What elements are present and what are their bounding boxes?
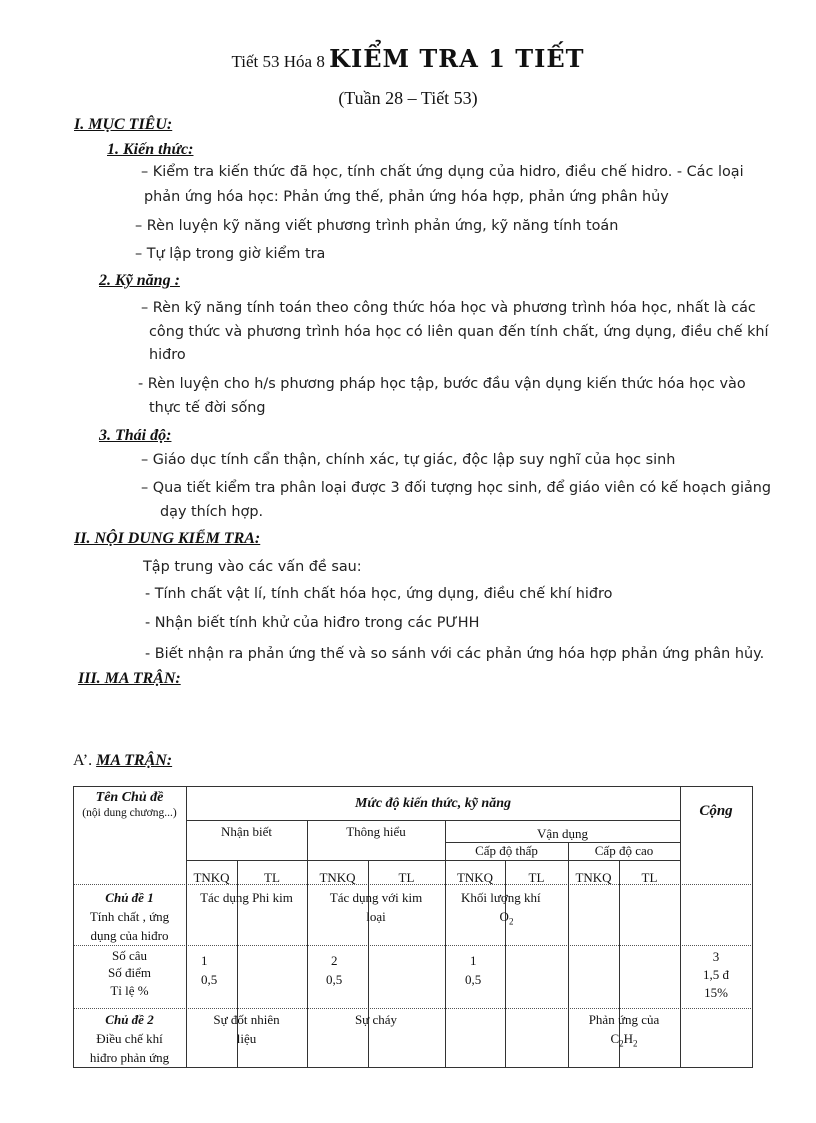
vdc-tl: TL	[641, 870, 658, 885]
topic1-thonghieu-2: loại	[366, 909, 386, 924]
kynang-heading: 2. Kỹ năng :	[99, 272, 180, 289]
topic2-nhanbiet-1: Sự đốt nhiên	[213, 1012, 280, 1027]
kynang-line-3: hiđro	[149, 347, 186, 363]
stats1-th-cau: 2	[331, 953, 338, 968]
topic-header: Tên Chủ đề	[95, 790, 164, 805]
title-main: KIỂM TRA 1 TIẾT	[329, 44, 585, 73]
noidung-line-3: - Nhận biết tính khử của hiđro trong các PƯHH	[145, 615, 480, 631]
noidung-line-2: - Tính chất vật lí, tính chất hóa học, ứng dụng, điều chế khí hiđro	[145, 586, 613, 602]
kienthuc-line-4: – Tự lập trong giờ kiểm tra	[135, 246, 326, 262]
vdt-tnkq: TNKQ	[456, 870, 494, 885]
topic1-vandung-1: Khối lượng khí	[461, 890, 541, 905]
topic2-name: Chủ đề 2	[105, 1012, 154, 1027]
topic1-name: Chủ đề 1	[105, 890, 154, 905]
th-tnkq: TNKQ	[319, 870, 356, 885]
vdt-tl: TL	[528, 870, 545, 885]
topic1-vandung-2: $O_2$	[499, 909, 514, 927]
section1-heading: I. MỤC TIÊU:	[74, 116, 173, 133]
topic2-vdc-1: Phản ứng của	[588, 1012, 660, 1027]
kynang-line-2: công thức và phương trình hóa học có liên quan đến tính chất, ứng dụng, điều chế khí	[149, 324, 769, 340]
total-header: Cộng	[699, 803, 733, 819]
kynang-line-5: thực tế đời sống	[149, 400, 266, 416]
topic2-vdc-2: $C_2H_2$	[610, 1031, 638, 1049]
document-title	[0, 44, 816, 73]
matrix-table	[73, 786, 753, 1068]
title-prefix: Tiết 53 Hóa 8	[231, 52, 325, 71]
topic-subheader: (nội dung chương...)	[82, 807, 177, 819]
nb-tnkq: TNKQ	[193, 870, 230, 885]
topic1-nhanbiet: Tác dụng Phi kim	[200, 890, 293, 905]
stats1-total-tile: 15%	[704, 985, 728, 1000]
noidung-line-1: Tập trung vào các vấn đề sau:	[143, 559, 362, 575]
stats1-vd-cau: 1	[470, 953, 477, 968]
noidung-line-4: - Biết nhận ra phản ứng thế và so sánh với các phản ứng hóa hợp phản ứng phân hủy.	[145, 646, 765, 662]
stats1-total-cau: 3	[712, 949, 720, 964]
topic1-desc-1: Tính chất , ứng	[89, 909, 170, 924]
stats1-total-diem: 1,5 đ	[703, 967, 729, 982]
kienthuc-line-3: – Rèn luyện kỹ năng viết phương trình phản ứng, kỹ năng tính toán	[135, 218, 619, 234]
topic2-nhanbiet-2: liệu	[236, 1031, 257, 1046]
stats1-vd-diem: 0,5	[465, 972, 482, 987]
vandung-header: Vận dụng	[537, 826, 588, 841]
topic2-desc-1: Điều chế khí	[96, 1031, 163, 1046]
document-subtitle: (Tuần 28 – Tiết 53)	[338, 88, 478, 108]
nhanbiet-header: Nhận biết	[221, 824, 272, 839]
thaido-heading: 3. Thái độ:	[99, 427, 172, 444]
nb-tl: TL	[264, 870, 280, 885]
stats1-label-cau: Số câu	[111, 948, 148, 963]
vdc-tnkq: TNKQ	[575, 870, 612, 885]
kynang-line-1: – Rèn kỹ năng tính toán theo công thức hóa học và phương trình hóa học, nhất là các	[141, 300, 756, 316]
stats1-label-diem: Số điểm	[108, 965, 151, 980]
level-header: Mức độ kiến thức, kỹ năng	[354, 796, 511, 811]
kienthuc-line-2: phản ứng hóa học: Phản ứng thế, phản ứng hóa hợp, phản ứng phân hủy	[144, 189, 669, 205]
topic1-thonghieu-1: Tác dụng với kim	[329, 890, 423, 905]
topic2-desc-2: hiđro phản ứng	[89, 1050, 170, 1065]
stats1-label-tile: Tỉ lệ %	[110, 983, 149, 998]
kynang-line-4: - Rèn luyện cho h/s phương pháp học tập, bước đầu vận dụng kiến thức hóa học vào	[138, 376, 746, 392]
topic1-desc-2: dụng của hiđro	[90, 928, 169, 943]
matran-heading: A’. MA TRẬN:	[73, 752, 173, 769]
capdocao-header: Cấp độ cao	[594, 843, 654, 858]
thonghieu-header: Thông hiểu	[346, 824, 406, 839]
th-tl: TL	[398, 870, 415, 885]
thaido-line-2: – Qua tiết kiểm tra phân loại được 3 đối tượng học sinh, để giáo viên có kế hoạch giảng	[141, 480, 772, 496]
thaido-line-1: – Giáo dục tính cẩn thận, chính xác, tự giác, độc lập suy nghĩ của học sinh	[141, 452, 676, 468]
section3-heading: III. MA TRẬN:	[78, 670, 181, 687]
section2-heading: II. NỘI DUNG KIỂM TRA:	[74, 530, 261, 547]
stats1-nb-diem: 0,5	[201, 972, 218, 987]
kienthuc-line-1: – Kiểm tra kiến thức đã học, tính chất ứng dụng của hidro, điều chế hidro. - Các loại	[141, 164, 744, 180]
kienthuc-heading: 1. Kiến thức:	[107, 141, 194, 158]
capdothap-header: Cấp độ thấp	[475, 843, 538, 858]
stats1-th-diem: 0,5	[326, 972, 343, 987]
topic2-thonghieu: Sự cháy	[354, 1012, 398, 1027]
stats1-nb-cau: 1	[201, 953, 208, 968]
thaido-line-3: dạy thích hợp.	[160, 504, 264, 520]
